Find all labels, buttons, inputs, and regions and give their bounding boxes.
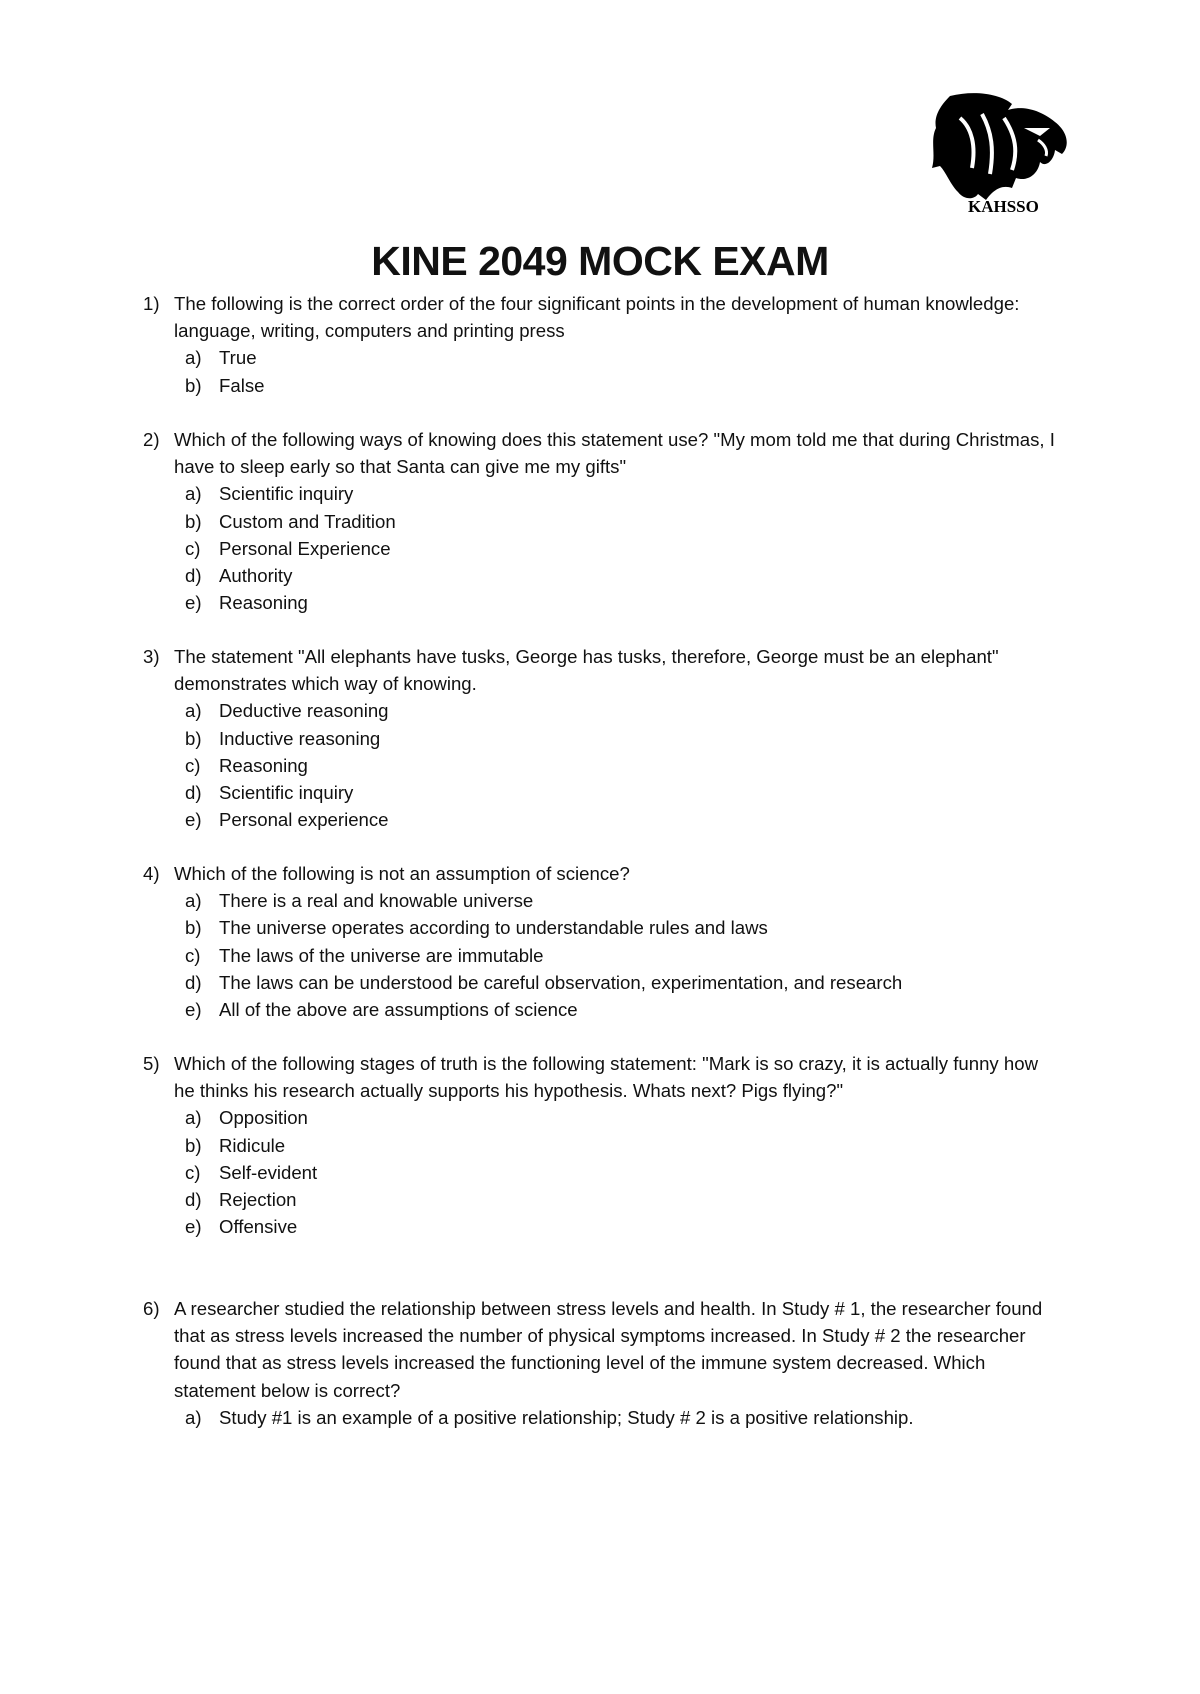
answer-option (143, 372, 1063, 399)
option-text: Personal experience (219, 809, 389, 831)
option-letter: a) (185, 483, 202, 505)
option-letter: b) (185, 727, 202, 749)
answer-option (143, 1404, 1063, 1431)
answer-option (143, 697, 1063, 724)
question-2 (143, 426, 1063, 616)
answer-option (143, 562, 1063, 589)
question-number: 3) (143, 646, 160, 667)
option-letter: d) (185, 971, 202, 993)
option-text: Offensive (219, 1216, 298, 1238)
answer-option (143, 725, 1063, 752)
lion-head-logo (920, 88, 1080, 218)
question-number: 2) (143, 429, 160, 450)
question-text: Which of the following ways of knowing does this statement use? "My mom told me that during Christmas, I have to sleep early so that Santa can give me my gifts" (174, 429, 1055, 478)
option-text: Reasoning (219, 592, 308, 614)
svg-text:KAHSSO: KAHSSO (968, 197, 1039, 216)
answer-option (143, 779, 1063, 806)
lion-head-icon (920, 88, 1080, 218)
answer-option (143, 1104, 1063, 1131)
question-stem (143, 290, 1063, 344)
question-6 (143, 1295, 1063, 1431)
answer-option (143, 914, 1063, 941)
question-number: 6) (143, 1298, 160, 1319)
option-letter: c) (185, 754, 201, 776)
option-text: Ridicule (219, 1134, 286, 1156)
question-1 (143, 290, 1063, 399)
option-letter: a) (185, 347, 202, 369)
option-text: The laws can be understood be careful observation, experimentation, and research (219, 971, 903, 993)
option-text: False (219, 374, 265, 396)
option-text: Inductive reasoning (219, 727, 381, 749)
answer-option (143, 1186, 1063, 1213)
answer-option (143, 480, 1063, 507)
question-text: Which of the following stages of truth is the following statement: "Mark is so crazy, it is actually funny how he thinks his research actually supports his hypothesis. Whats next? Pigs flying?" (174, 1053, 1039, 1102)
option-text: Self-evident (219, 1161, 318, 1183)
option-letter: c) (185, 944, 201, 966)
option-letter: c) (185, 537, 201, 559)
answer-option (143, 1213, 1063, 1240)
option-letter: b) (185, 1134, 202, 1156)
option-text: Deductive reasoning (219, 700, 389, 722)
answer-option (143, 806, 1063, 833)
question-3 (143, 643, 1063, 833)
question-text: The statement "All elephants have tusks, George has tusks, therefore, George must be an elephant" demonstrates which way of knowing. (174, 646, 999, 695)
option-letter: e) (185, 1216, 202, 1238)
option-text: There is a real and knowable universe (219, 890, 534, 912)
option-text: Reasoning (219, 754, 308, 776)
answer-option (143, 752, 1063, 779)
option-letter: d) (185, 1189, 202, 1211)
option-text: The laws of the universe are immutable (219, 944, 544, 966)
question-text: A researcher studied the relationship between stress levels and health. In Study # 1, the researcher found that as stress levels increased the number of physical symptoms increased. In Study # 2 the researcher found that as stress levels increased the functioning level of the immune system decreased. Which statement below is correct? (174, 1298, 1043, 1401)
question-stem (143, 1295, 1063, 1404)
option-text: Opposition (219, 1107, 308, 1129)
answer-option (143, 1159, 1063, 1186)
question-5 (143, 1050, 1063, 1240)
question-number: 4) (143, 863, 160, 884)
option-text: Personal Experience (219, 537, 391, 559)
question-4 (143, 860, 1063, 1023)
page-title: KINE 2049 MOCK EXAM (371, 238, 829, 284)
option-letter: e) (185, 592, 202, 614)
question-stem (143, 643, 1063, 697)
option-letter: a) (185, 890, 202, 912)
option-text: The universe operates according to understandable rules and laws (219, 917, 768, 939)
question-stem (143, 1050, 1063, 1104)
answer-option (143, 508, 1063, 535)
option-letter: a) (185, 1107, 202, 1129)
option-letter: a) (185, 1406, 202, 1428)
option-text: Scientific inquiry (219, 782, 354, 804)
question-number: 5) (143, 1053, 160, 1074)
answer-option (143, 942, 1063, 969)
option-text: Custom and Tradition (219, 510, 396, 532)
answer-option (143, 344, 1063, 371)
question-stem (143, 860, 1063, 887)
answer-option (143, 589, 1063, 616)
option-text: Study #1 is an example of a positive relationship; Study # 2 is a positive relationship. (219, 1406, 914, 1428)
option-letter: e) (185, 809, 202, 831)
question-number: 1) (143, 293, 160, 314)
option-letter: b) (185, 917, 202, 939)
option-letter: b) (185, 510, 202, 532)
option-letter: b) (185, 374, 202, 396)
question-stem (143, 426, 1063, 480)
option-letter: e) (185, 999, 202, 1021)
option-text: Scientific inquiry (219, 483, 354, 505)
option-text: Rejection (219, 1189, 297, 1211)
option-letter: d) (185, 782, 202, 804)
option-letter: a) (185, 700, 202, 722)
question-text: Which of the following is not an assumption of science? (174, 863, 630, 884)
answer-option (143, 1132, 1063, 1159)
option-letter: c) (185, 1161, 201, 1183)
option-text: True (219, 347, 257, 369)
answer-option (143, 969, 1063, 996)
answer-option (143, 887, 1063, 914)
question-text: The following is the correct order of the four significant points in the development of human knowledge: language, writing, computers and printing press (174, 293, 1020, 342)
answer-option (143, 996, 1063, 1023)
option-text: Authority (219, 565, 293, 587)
option-text: All of the above are assumptions of science (219, 999, 578, 1021)
option-letter: d) (185, 565, 202, 587)
answer-option (143, 535, 1063, 562)
